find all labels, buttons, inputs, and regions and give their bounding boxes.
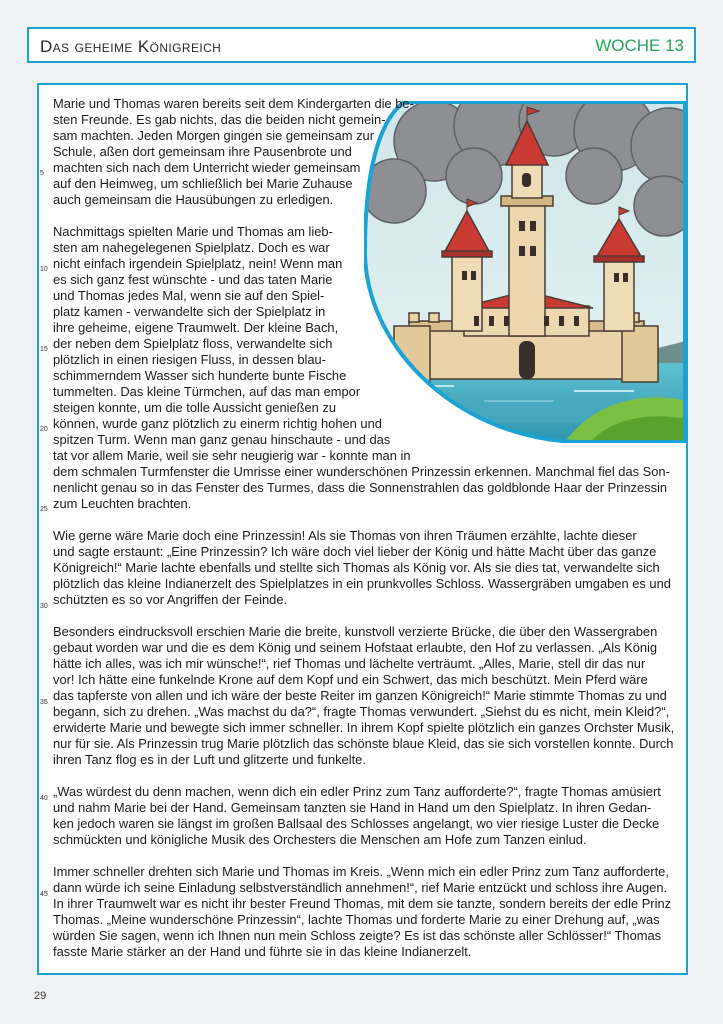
text-line: Schule, aßen dort gemeinsam ihre Pausenbrote und (53, 144, 352, 159)
text-line: der neben dem Spielplatz floss, verwandelte sich (53, 336, 333, 351)
text-line: sam machten. Jeden Morgen gingen sie gemeinsam zur (53, 128, 375, 143)
text-line: machten sich nach dem Unterricht wieder gemeinsam (53, 160, 361, 175)
text-line: Immer schneller drehten sich Marie und Thomas im Kreis. „Wenn mich ein edler Prinz zum Tanz aufforderte, (53, 864, 669, 879)
text-line: nicht einfach irgendein Spielplatz, nein! Wenn man (53, 256, 343, 271)
text-line: schützten es so vor Angriffen der Feinde. (53, 592, 288, 607)
text-line: Thomas. „Meine wunderschöne Prinzessin“, lachte Thomas und forderte Marie zu einer Drehung auf, „was (53, 912, 660, 927)
text-line: können, wurde ganz plötzlich zu einerm richtig hohen und (53, 416, 382, 431)
text-line: sten am nahegelegenen Spielplatz. Doch es war (53, 240, 330, 255)
line-number: 40 (40, 795, 48, 802)
text-line: Marie und Thomas waren bereits seit dem Kindergarten die be- (53, 96, 414, 111)
line-number: 10 (40, 266, 48, 273)
text-line: steigen konnte, um die tolle Aussicht genießen zu (53, 400, 337, 415)
text-line: Besonders eindrucksvoll erschien Marie die breite, kunstvoll verzierte Brücke, die über den Wassergraben (53, 624, 658, 639)
page-title: Das geheime Königreich (40, 37, 222, 56)
line-number: 35 (40, 699, 48, 706)
text-line: Nachmittags spielten Marie und Thomas am lieb- (53, 224, 333, 239)
text-line: In ihrer Traumwelt war es nicht ihr bester Freund Thomas, mit dem sie tanzte, sondern bereits der edle Prinz (53, 896, 672, 911)
line-number: 30 (40, 603, 48, 610)
text-line: „Was würdest du denn machen, wenn dich ein edler Prinz zum Tanz aufforderte?“, fragte Thomas amüsiert (53, 784, 661, 799)
text-line: schmückten und königliche Musik des Orchesters die Menschen am Hofe zum Tanzen einlud. (53, 832, 587, 847)
text-line: es sich ganz fest wünschte - und das taten Marie (53, 272, 333, 287)
text-line: Königreich!“ Marie lachte ebenfalls und stellte sich Thomas als König vor. Als sie dies tat, verwandelte sich (53, 560, 660, 575)
text-line: plötzlich das kleine Indianerzelt des Spielplatzes in ein prunkvolles Schloss. Wassergräben umgaben es und (53, 576, 671, 591)
text-line: tummelten. Das kleine Türmchen, auf das man empor (53, 384, 361, 399)
text-line: Wie gerne wäre Marie doch eine Prinzessin! Als sie Thomas von ihren Träumen erzählte, lachte dieser (53, 528, 637, 543)
text-line: spitzen Turm. Wenn man ganz genau hinschaute - und das (53, 432, 391, 447)
text-line: nenlicht genau so in das Fenster des Turmes, dass die Sonnenstrahlen das goldblonde Haar der Prinzessin (53, 480, 668, 495)
text-line: sten Freunde. Es gab nichts, das die beiden nicht gemein- (53, 112, 386, 127)
castle-illustration (364, 101, 686, 443)
text-line: hätte ich alles, was ich mir wünsche!“, rief Thomas und lächelte verträumt. „Alles, Marie, stell dir das nur (53, 656, 646, 671)
text-line: tat vor allem Marie, weil sie sehr neugierig war - konnte man in (53, 448, 411, 463)
line-number: 25 (40, 506, 48, 513)
text-line: fasste Marie stärker an der Hand und führte sie in das kleine Indianerzelt. (53, 944, 472, 959)
text-line: platz kamen - verwandelte sich der Spielplatz in (53, 304, 326, 319)
text-line: dem schmalen Turmfenster die Umrisse einer wunderschönen Prinzessin erkennen. Manchmal fiel das Son- (53, 464, 670, 479)
text-line: nur für sie. Als Prinzessin trug Marie plötzlich das schönste blaue Kleid, das sie sich vorstellen konnte. Durch (53, 736, 674, 751)
text-line: würden Sie sagen, wenn ich Ihnen nun mein Schloss zeigte? Es ist das schönste aller Schlösser!“ Thomas (53, 928, 662, 943)
text-line: auf den Heimweg, um schließlich bei Marie Zuhause (53, 176, 353, 191)
story-panel (37, 83, 688, 975)
text-line: auch gemeinsam die Hausübungen zu erledigen. (53, 192, 334, 207)
line-number: 15 (40, 346, 48, 353)
text-line: ihre geheime, eigene Traumwelt. Der kleine Bach, (53, 320, 339, 335)
line-number: 45 (40, 891, 48, 898)
page-number: 29 (34, 990, 47, 1002)
text-line: gebaut worden war und die es dem König und seinem Hofstaat erlaubte, den Hof zu verlassen. „Als König (53, 640, 658, 655)
text-line: und nahm Marie bei der Hand. Gemeinsam tanzten sie Hand in Hand um den Spielplatz. In ihren Gedan- (53, 800, 652, 815)
text-line: dann würde ich seine Einladung selbstverständlich annehmen!“, rief Marie entzückt und schloss ihre Augen. (53, 880, 668, 895)
page-header (27, 27, 696, 63)
text-line: plötzlich in einen riesigen Fluss, in dessen blau- (53, 352, 327, 367)
text-line: erwiderte Marie und bewegte sich immer schneller. In ihrem Kopf spielte plötzlich ein ganzes Orchster Musik, (53, 720, 675, 735)
line-number: 5 (40, 170, 44, 177)
text-line: und Thomas jedes Mal, wenn sie auf den Spiel- (53, 288, 325, 303)
text-line: ihren Tanz flog es in der Luft und glitzerte und funkelte. (53, 752, 366, 767)
line-number: 20 (40, 426, 48, 433)
text-line: ken jedoch waren sie längst im großen Ballsaal des Schlosses angelangt, wo vier riesige Luster die Decke (53, 816, 660, 831)
text-line: und sagte erstaunt: „Eine Prinzessin? Ich wäre doch viel lieber der König und hätte Macht über das ganze (53, 544, 657, 559)
text-line: vor! Ich hätte eine funkelnde Krone auf dem Kopf und ein Schwert, das mich beschützt. Mein Pferd wäre (53, 672, 648, 687)
text-line: zum Leuchten brachten. (53, 496, 192, 511)
text-line: begann, sich zu drehen. „Was machst du da?“, fragte Thomas verwundert. „Siehst du es nicht, mein Kleid?“, (53, 704, 670, 719)
week-label: WOCHE 13 (595, 36, 684, 55)
text-line: das tapferste von allen und ich wäre der beste Reiter im ganzen Königreich!“ Marie stimmte Thomas zu und (53, 688, 667, 703)
text-line: schimmerndem Wasser sich hunderte bunte Fische (53, 368, 347, 383)
